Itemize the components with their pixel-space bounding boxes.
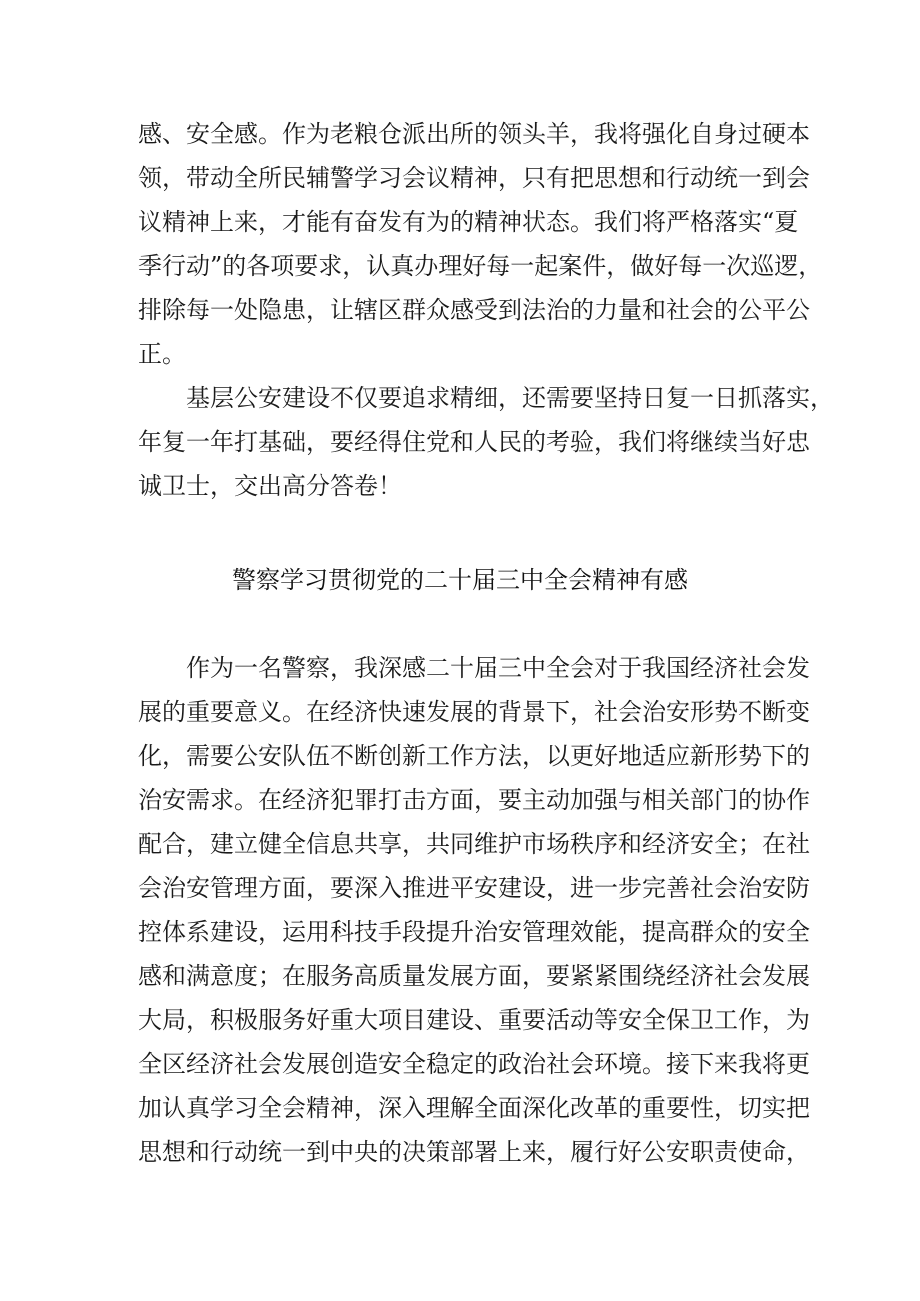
paragraph-line: 治安需求。在经济犯罪打击方面，要主动加强与相关部门的协作 (138, 786, 810, 814)
paragraph-line: 展的重要意义。在经济快速发展的背景下，社会治安形势不断变 (138, 698, 810, 726)
paragraph-line: 配合，建立健全信息共享，共同维护市场秩序和经济安全；在社 (138, 830, 810, 858)
paragraph-line: 思想和行动统一到中央的决策部署上来，履行好公安职责使命， (138, 1138, 810, 1166)
paragraph-line: 排除每一处隐患，让辖区群众感受到法治的力量和社会的公平公 (138, 296, 810, 324)
paragraph-line: 季行动”的各项要求，认真办理好每一起案件，做好每一次巡逻， (138, 252, 823, 280)
paragraph-line: 作为一名警察，我深感二十届三中全会对于我国经济社会发 (138, 654, 810, 682)
paragraph-line: 感和满意度；在服务高质量发展方面，要紧紧围绕经济社会发展 (138, 962, 810, 990)
paragraph-line: 大局，积极服务好重大项目建设、重要活动等安全保卫工作，为 (138, 1006, 810, 1034)
paragraph-line: 加认真学习全会精神，深入理解全面深化改革的重要性，切实把 (138, 1094, 810, 1122)
paragraph-line: 议精神上来，才能有奋发有为的精神状态。我们将严格落实“夏 (138, 208, 799, 236)
paragraph-line: 诚卫士，交出高分答卷！ (138, 472, 402, 500)
paragraph-line: 正。 (138, 340, 186, 368)
paragraph-line: 感、安全感。作为老粮仓派出所的领头羊，我将强化自身过硬本 (138, 120, 810, 148)
paragraph-line: 控体系建设，运用科技手段提升治安管理效能，提高群众的安全 (138, 918, 810, 946)
paragraph-line: 会治安管理方面，要深入推进平安建设，进一步完善社会治安防 (138, 874, 810, 902)
paragraph-line: 全区经济社会发展创造安全稳定的政治社会环境。接下来我将更 (138, 1050, 810, 1078)
section-title: 警察学习贯彻党的二十届三中全会精神有感 (232, 566, 688, 594)
paragraph-line: 年复一年打基础，要经得住党和人民的考验，我们将继续当好忠 (138, 428, 810, 456)
paragraph-line: 基层公安建设不仅要追求精细，还需要坚持日复一日抓落实， (138, 384, 834, 412)
paragraph-line: 领，带动全所民辅警学习会议精神，只有把思想和行动统一到会 (138, 164, 810, 192)
paragraph-line: 化，需要公安队伍不断创新工作方法，以更好地适应新形势下的 (138, 742, 810, 770)
